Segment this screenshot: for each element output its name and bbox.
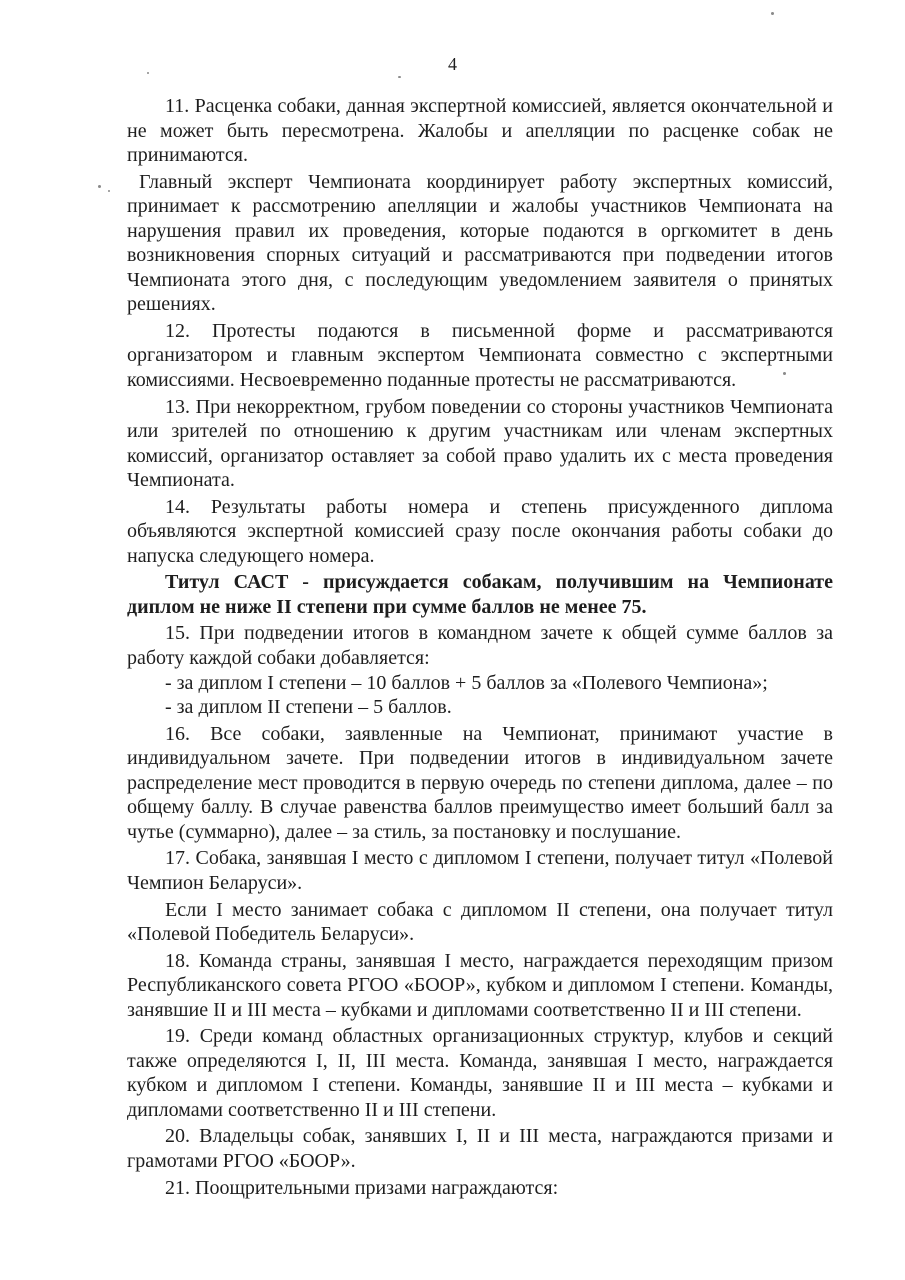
page-number: 4 — [448, 54, 457, 74]
cact-title-paragraph: Титул САСТ - присуждается собакам, получившим на Чемпионате диплом не ниже II степени при сумме баллов не менее 75. — [127, 571, 833, 618]
paragraph-14: 14. Результаты работы номера и степень присужденного диплома объявляются экспертной комиссией сразу после окончания работы собаки до напуска следующего номера. — [127, 495, 833, 567]
scan-speck — [108, 190, 110, 192]
paragraph-15-item-2: - за диплом II степени – 5 баллов. — [165, 696, 452, 719]
paragraph-20: 20. Владельцы собак, занявших I, II и III места, награждаются призами и грамотами РГОО «БООР». — [127, 1125, 833, 1172]
paragraph-19: 19. Среди команд областных организационных структур, клубов и секций также определяются I, II, III места. Команда, занявшая I место, награждается кубком и дипломом I степени. Команды, занявшие II и III места – кубками и дипломами соответственно II и III степени. — [127, 1025, 833, 1121]
paragraph-11-chief-expert: Главный эксперт Чемпионата координирует работу экспертных комиссий, принимает к рассмотрению апелляции и жалобы участников Чемпионата на нарушения правил их проведения, которые подаются в оргкомитет в день возникновения спорных ситуаций и рассматриваются при подведении итогов Чемпионата этого дня, с последующим уведомлением заявителя о принятых решениях. — [127, 170, 833, 316]
paragraph-17: 17. Собака, занявшая I место с дипломом I степени, получает титул «Полевой Чемпион Беларуси». — [127, 847, 833, 894]
paragraph-17-second: Если I место занимает собака с дипломом II степени, она получает титул «Полевой Победитель Беларуси». — [127, 898, 833, 946]
scan-speck — [98, 185, 101, 188]
paragraph-12: 12. Протесты подаются в письменной форме и рассматриваются организатором и главным экспертом Чемпионата совместно с экспертными комиссиями. Несвоевременно поданные протесты не рассматриваются. — [127, 319, 833, 392]
document-body — [127, 94, 833, 1200]
paragraph-15: 15. При подведении итогов в командном зачете к общей сумме баллов за работу каждой собаки добавляется: — [127, 622, 833, 670]
paragraph-15-item-1: - за диплом I степени – 10 баллов + 5 баллов за «Полевого Чемпиона»; — [165, 671, 768, 694]
scan-speck — [783, 372, 786, 375]
scan-speck — [398, 76, 401, 78]
paragraph-21: 21. Поощрительными призами награждаются: — [165, 1176, 559, 1199]
scan-speck — [771, 12, 774, 15]
paragraph-13: 13. При некорректном, грубом поведении со стороны участников Чемпионата или зрителей по отношению к другим участникам или членам экспертных комиссий, организатор оставляет за собой право удалить их с места проведения Чемпионата. — [127, 395, 833, 492]
scan-speck — [147, 72, 149, 74]
paragraph-16: 16. Все собаки, заявленные на Чемпионат, принимают участие в индивидуальном зачете. При подведении итогов в индивидуальном зачете распределение мест проводится в первую очередь по степени диплома, далее – по общему баллу. В случае равенства баллов преимущество имеет больший балл за чутье (суммарно), далее – за стиль, за постановку и послушание. — [127, 722, 833, 843]
paragraph-18: 18. Команда страны, занявшая I место, награждается переходящим призом Республиканского совета РГОО «БООР», кубком и дипломом I степени. Команды, занявшие II и III места – кубками и дипломами соответственно II и III степени. — [127, 949, 833, 1021]
paragraph-11: 11. Расценка собаки, данная экспертной комиссией, является окончательной и не может быть пересмотрена. Жалобы и апелляции по расценке собак не принимаются. — [127, 95, 833, 167]
